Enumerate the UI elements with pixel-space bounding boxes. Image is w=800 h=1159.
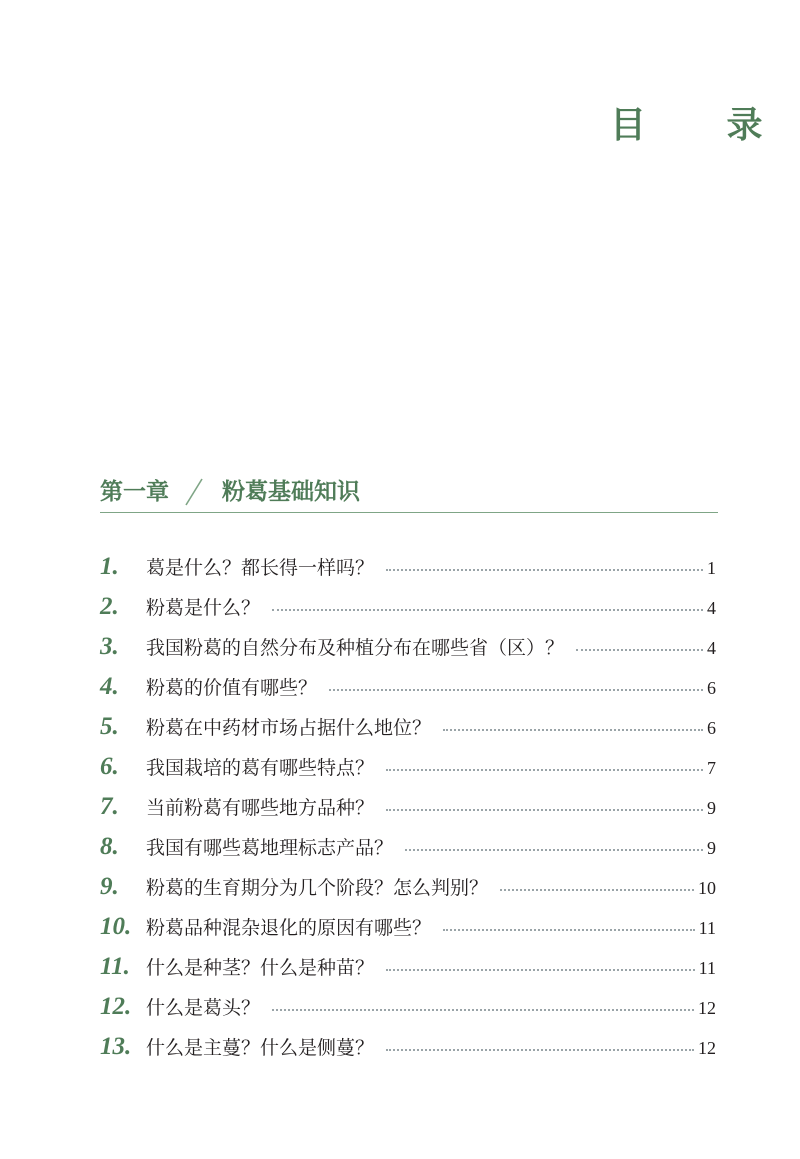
toc-entry-page: 12	[698, 1038, 716, 1058]
toc-entry-number: 12.	[100, 993, 132, 1020]
toc-entry-number: 10.	[100, 913, 132, 940]
toc-entry-title: 当前粉葛有哪些地方品种？	[146, 797, 375, 819]
toc-dot-leader	[386, 1049, 694, 1051]
toc-entry-page: 6	[707, 678, 716, 698]
toc-entry-page: 7	[707, 758, 716, 778]
toc-entry-title: 我国粉葛的自然分布及种植分布在哪些省（区）？	[146, 637, 565, 659]
toc-entry-page: 11	[698, 918, 716, 938]
toc-dot-leader	[386, 769, 703, 771]
toc-entry-11[interactable]	[100, 953, 716, 993]
toc-entry-number: 8.	[100, 833, 119, 860]
chapter-title: 粉葛基础知识	[222, 478, 360, 505]
chapter-slash-divider	[182, 476, 206, 508]
toc-dot-leader	[576, 649, 703, 651]
toc-entry-page: 12	[698, 998, 716, 1018]
toc-dot-leader	[386, 969, 695, 971]
chapter-header	[100, 476, 718, 513]
toc-entry-12[interactable]	[100, 993, 716, 1033]
toc-entry-9[interactable]	[100, 873, 716, 913]
toc-dot-leader	[500, 889, 694, 891]
toc-entry-title: 什么是种茎？什么是种苗？	[146, 957, 375, 979]
toc-entry-title: 什么是葛头？	[146, 997, 261, 1019]
toc-entry-title: 粉葛品种混杂退化的原因有哪些？	[146, 917, 432, 939]
toc-entry-number: 6.	[100, 753, 119, 780]
toc-entry-1[interactable]	[100, 553, 716, 593]
toc-entry-number: 9.	[100, 873, 119, 900]
toc-entry-title: 我国有哪些葛地理标志产品？	[146, 837, 394, 859]
toc-dot-leader	[272, 609, 703, 611]
toc-dot-leader	[386, 569, 703, 571]
toc-entry-page: 9	[707, 838, 716, 858]
toc-entry-number: 1.	[100, 553, 119, 580]
chapter-number: 第一章	[100, 478, 169, 505]
toc-dot-leader	[329, 689, 703, 691]
toc-entry-6[interactable]	[100, 753, 716, 793]
toc-entry-number: 5.	[100, 713, 119, 740]
toc-dot-leader	[405, 849, 703, 851]
toc-entry-title: 粉葛在中药材市场占据什么地位？	[146, 717, 432, 739]
toc-dot-leader	[443, 729, 703, 731]
toc-dot-leader	[272, 1009, 694, 1011]
toc-entry-page: 1	[707, 558, 716, 578]
toc-entry-4[interactable]	[100, 673, 716, 713]
toc-entry-number: 13.	[100, 1033, 132, 1060]
toc-entry-page: 4	[707, 598, 716, 618]
page-title: 目 录	[610, 105, 797, 146]
toc-entry-number: 11.	[100, 953, 130, 980]
toc-entry-7[interactable]	[100, 793, 716, 833]
toc-entry-page: 6	[707, 718, 716, 738]
toc-entry-number: 7.	[100, 793, 119, 820]
toc-entry-13[interactable]	[100, 1033, 716, 1073]
toc-entry-title: 葛是什么？都长得一样吗？	[146, 557, 375, 579]
toc-entry-title: 粉葛的价值有哪些？	[146, 677, 318, 699]
toc-entry-page: 11	[698, 958, 716, 978]
toc-entry-number: 3.	[100, 633, 119, 660]
toc-entry-number: 2.	[100, 593, 119, 620]
toc-entry-title: 粉葛是什么？	[146, 597, 261, 619]
toc-list	[100, 553, 716, 1073]
toc-entry-title: 粉葛的生育期分为几个阶段？怎么判别？	[146, 877, 489, 899]
toc-entry-page: 9	[707, 798, 716, 818]
toc-entry-8[interactable]	[100, 833, 716, 873]
toc-entry-2[interactable]	[100, 593, 716, 633]
toc-entry-3[interactable]	[100, 633, 716, 673]
toc-entry-10[interactable]	[100, 913, 716, 953]
toc-entry-page: 4	[707, 638, 716, 658]
toc-entry-5[interactable]	[100, 713, 716, 753]
toc-entry-title: 什么是主蔓？什么是侧蔓？	[146, 1037, 375, 1059]
toc-entry-page: 10	[698, 878, 716, 898]
toc-entry-number: 4.	[100, 673, 119, 700]
toc-dot-leader	[386, 809, 703, 811]
toc-dot-leader	[443, 929, 695, 931]
toc-entry-title: 我国栽培的葛有哪些特点？	[146, 757, 375, 779]
